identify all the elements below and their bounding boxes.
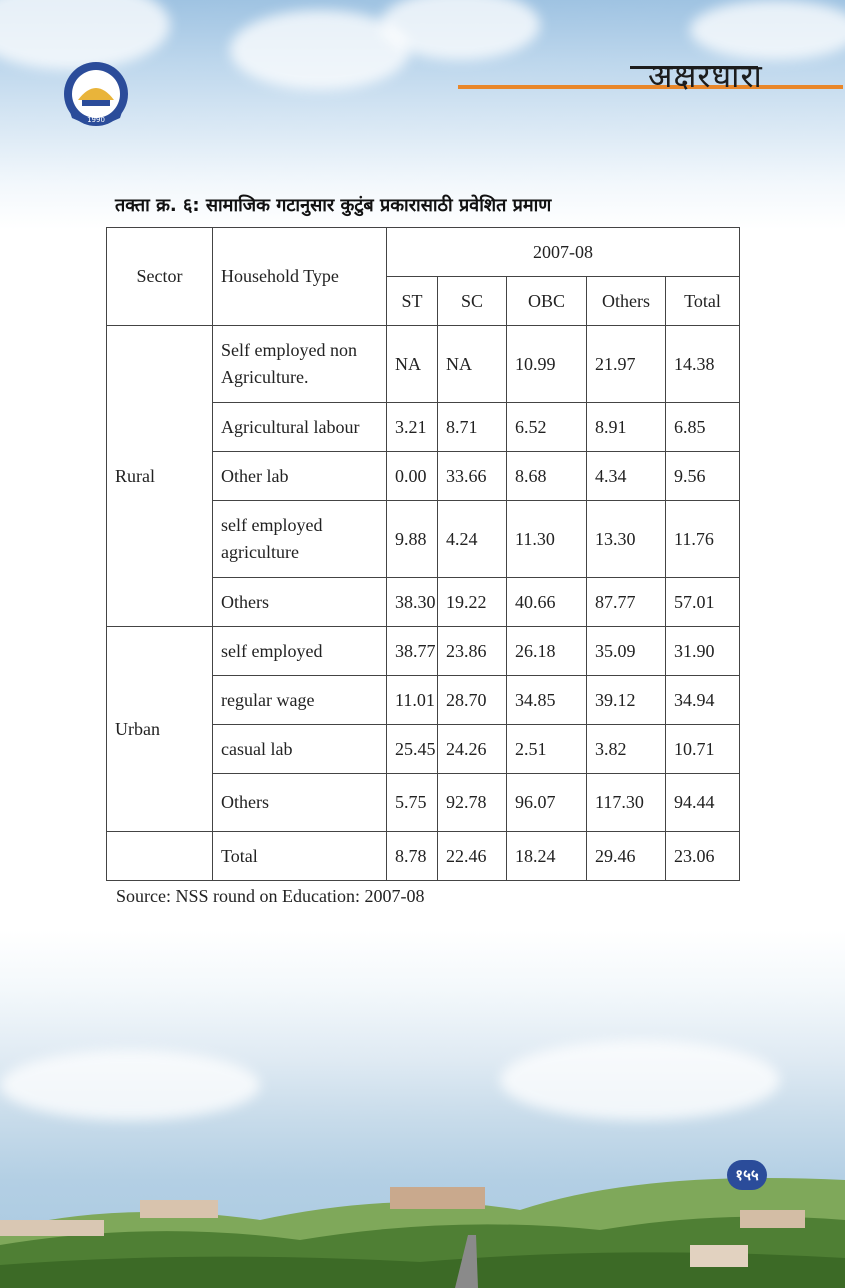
total-cell: 9.56	[666, 452, 740, 501]
sc-cell: 23.86	[438, 627, 507, 676]
total-cell: 31.90	[666, 627, 740, 676]
cloud	[0, 1050, 260, 1120]
obc-cell: 40.66	[507, 578, 587, 627]
sc-cell: 4.24	[438, 501, 507, 578]
total-cell: 94.44	[666, 774, 740, 832]
cloud	[690, 0, 845, 60]
sector-empty-cell	[107, 832, 213, 881]
table-row-total	[107, 832, 740, 881]
header-others: Others	[587, 277, 666, 326]
total-cell: 10.71	[666, 725, 740, 774]
others-cell: 29.46	[587, 832, 666, 881]
obc-cell: 11.30	[507, 501, 587, 578]
others-cell: 87.77	[587, 578, 666, 627]
household-type-cell: self employed agriculture	[213, 501, 387, 578]
table-title: तक्ता क्र. ६: सामाजिक गटानुसार कुटुंब प्रकारासाठी प्रवेशित प्रमाण	[115, 195, 552, 216]
sc-cell: 22.46	[438, 832, 507, 881]
obc-cell: 6.52	[507, 403, 587, 452]
st-cell: 8.78	[387, 832, 438, 881]
obc-cell: 2.51	[507, 725, 587, 774]
sc-cell: 28.70	[438, 676, 507, 725]
total-cell: 34.94	[666, 676, 740, 725]
household-type-cell: Total	[213, 832, 387, 881]
household-type-cell: Others	[213, 578, 387, 627]
cloud	[500, 1040, 780, 1120]
obc-cell: 8.68	[507, 452, 587, 501]
others-cell: 8.91	[587, 403, 666, 452]
st-cell: 9.88	[387, 501, 438, 578]
header-st: ST	[387, 277, 438, 326]
sc-cell: NA	[438, 326, 507, 403]
st-cell: 3.21	[387, 403, 438, 452]
others-cell: 3.82	[587, 725, 666, 774]
header-sector: Sector	[107, 228, 213, 326]
sc-cell: 24.26	[438, 725, 507, 774]
sc-cell: 92.78	[438, 774, 507, 832]
household-type-cell: regular wage	[213, 676, 387, 725]
others-cell: 39.12	[587, 676, 666, 725]
obc-cell: 34.85	[507, 676, 587, 725]
total-cell: 11.76	[666, 501, 740, 578]
others-cell: 4.34	[587, 452, 666, 501]
st-cell: 38.77	[387, 627, 438, 676]
header-year: 2007-08	[387, 228, 740, 277]
st-cell: 0.00	[387, 452, 438, 501]
header-sc: SC	[438, 277, 507, 326]
household-type-cell: Self employed non Agriculture.	[213, 326, 387, 403]
st-cell: 38.30	[387, 578, 438, 627]
others-cell: 13.30	[587, 501, 666, 578]
sc-cell: 33.66	[438, 452, 507, 501]
source-note: Source: NSS round on Education: 2007-08	[116, 886, 425, 906]
sector-rural: Rural	[107, 326, 213, 627]
others-cell: 21.97	[587, 326, 666, 403]
total-cell: 6.85	[666, 403, 740, 452]
obc-cell: 26.18	[507, 627, 587, 676]
header-obc: OBC	[507, 277, 587, 326]
household-type-cell: Other lab	[213, 452, 387, 501]
data-table	[106, 227, 740, 881]
st-cell: 5.75	[387, 774, 438, 832]
st-cell: 11.01	[387, 676, 438, 725]
header-household-type: Household Type	[213, 228, 387, 326]
st-cell: 25.45	[387, 725, 438, 774]
sc-cell: 19.22	[438, 578, 507, 627]
total-cell: 14.38	[666, 326, 740, 403]
campus-landscape-illustration	[0, 1150, 845, 1288]
st-cell: NA	[387, 326, 438, 403]
total-cell: 57.01	[666, 578, 740, 627]
obc-cell: 10.99	[507, 326, 587, 403]
others-cell: 117.30	[587, 774, 666, 832]
household-type-cell: Agricultural labour	[213, 403, 387, 452]
header-total: Total	[666, 277, 740, 326]
sc-cell: 8.71	[438, 403, 507, 452]
total-cell: 23.06	[666, 832, 740, 881]
others-cell: 35.09	[587, 627, 666, 676]
table-row	[107, 326, 740, 403]
brand-title: अक्षरधारा	[648, 57, 763, 95]
university-logo-icon	[62, 60, 130, 128]
sector-urban: Urban	[107, 627, 213, 832]
logo-year: 1990	[87, 116, 105, 124]
obc-cell: 96.07	[507, 774, 587, 832]
household-type-cell: casual lab	[213, 725, 387, 774]
household-type-cell: self employed	[213, 627, 387, 676]
obc-cell: 18.24	[507, 832, 587, 881]
page-number-badge: १५५	[727, 1160, 767, 1190]
household-type-cell: Others	[213, 774, 387, 832]
table-row	[107, 627, 740, 676]
